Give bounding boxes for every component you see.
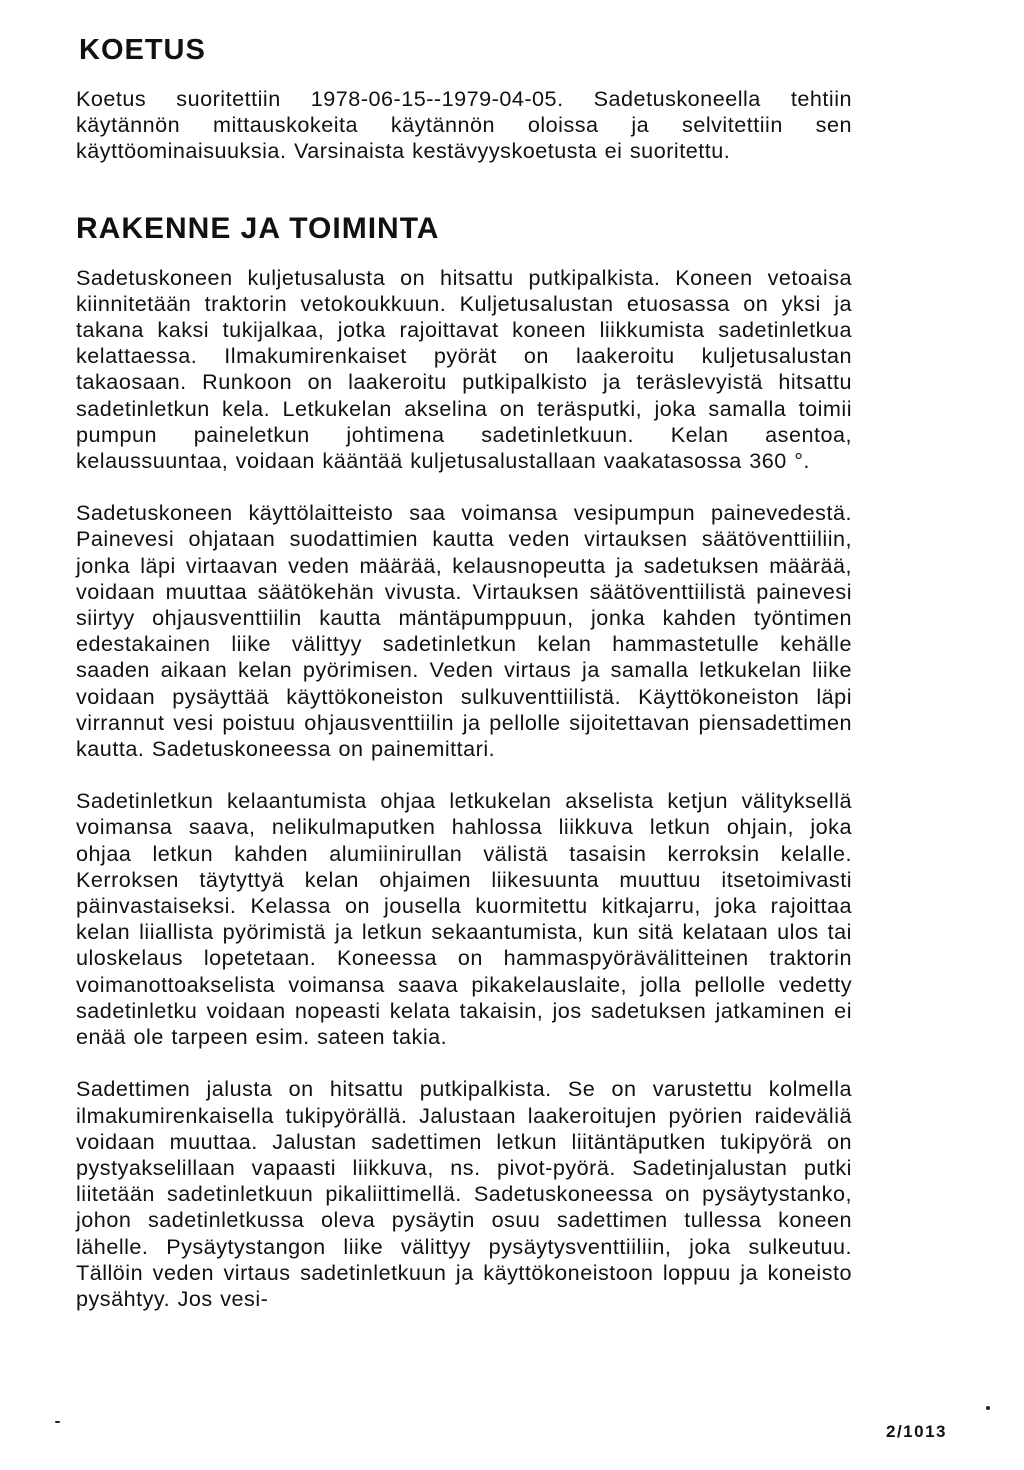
scan-speck [986,1406,990,1410]
section-heading-koetus: KOETUS [79,34,206,66]
paragraph-kayttolaitteisto: Sadetuskoneen käyttölaitteisto saa voimansa vesipumpun painevedestä. Painevesi ohjataan suodattimien kautta veden virtauksen säätöventtiiliin, jonka läpi virtaavan veden määrää, kelausnopeutta ja sadetuksen määrää, voidaan muuttaa säätökehän vivusta. Virtauksen säätöventtiilistä painevesi siirtyy ohjausventtiilin kautta mäntäpumppuun, jonka kahden työntimen edestakainen liike välittyy sadetinletkun kelan hammastetulle kehälle saaden aikaan kelan pyörimisen. Veden virtaus ja samalla letkukelan liike voidaan pysäyttää käyttökoneiston sulkuventtiilistä. Käyttökoneiston läpi virrannut vesi poistuu ohjausventtiilin ja pellolle sijoitettavan piensadettimen kautta. Sadetuskoneessa on painemittari. [76,500,852,762]
paragraph-kuljetusalusta: Sadetuskoneen kuljetusalusta on hitsattu putkipalkista. Koneen vetoaisa kiinnitetään traktorin vetokoukkuun. Kuljetusalustan etuosassa on yksi ja takana kaksi tukijalkaa, jotka rajoittavat koneen liikkumista sadetinletkua kelattaessa. Ilmakumirenkaiset pyörät on laakeroitu kuljetusalustan takaosaan. Runkoon on laakeroitu putkipalkisto ja teräslevyistä hitsattu sadetinletkun kela. Letkukelan akselina on teräsputki, joka samalla toimii pumpun paineletkun johtimena sadetinletkuun. Kelan asentoa, kelaussuuntaa, voidaan kääntää kuljetusalustallaan vaakatasossa 360 °. [76,264,852,474]
document-page [62,30,852,1338]
section-heading-rakenne-ja-toiminta: RAKENNE JA TOIMINTA [76,211,440,245]
scan-speck [55,1421,60,1423]
paragraph-kelaantuminen: Sadetinletkun kelaantumista ohjaa letkukelan akselista ketjun välityksellä voimansa saava, nelikulmaputken hahlossa liikkuva letkun ohjain, joka ohjaa letkun kahden alumiinirullan välistä tasaisin kerroksin kelalle. Kerroksen täytyttyä kelan ohjaimen liikesuunta muuttuu itsetoimivasti päinvastaiseksi. Kelassa on jousella kuormitettu kitkajarru, joka rajoittaa kelan liiallista pyörimistä ja letkun sekaantumista, kun sitä kelataan ulos tai uloskelaus lopetetaan. Koneessa on hammaspyörävälitteinen traktorin voimanottoakselista voimansa saava pikakelauslaite, jolla pellolle vedetty sadetinletku voidaan nopeasti kelata takaisin, jos sadetuksen jatkaminen ei enää ole tarpeen esim. sateen takia. [76,788,852,1050]
paragraph-sadettimen-jalusta: Sadettimen jalusta on hitsattu putkipalkista. Se on varustettu kolmella ilmakumirenkaisella tukipyörällä. Jalustaan laakeroitujen pyörien raideväliä voidaan muuttaa. Jalustan sadettimen letkun liitäntäputken tukipyörä on pystyakselillaan vapaasti liikkuva, ns. pivot-pyörä. Sadetinjalustan putki liitetään sadetinletkuun pikaliittimellä. Sadetuskoneessa on pysäytystanko, johon sadetinletkussa oleva pysäytin osuu sadettimen tullessa koneen lähelle. Pysäytystangon liike välittyy pysäytysventtiiliin, joka sulkeutuu. Tällöin veden virtaus sadetinletkuun ja käyttökoneistoon loppuu ja koneisto pysähtyy. Jos vesi- [76,1076,852,1311]
paragraph-koetus: Koetus suoritettiin 1978-06-15--1979-04-05. Sadetuskoneella tehtiin käytännön mittauskokeita käytännön oloissa ja selvitettiin sen käyttöominaisuuksia. Varsinaista kestävyyskoetusta ei suoritettu. [76,86,852,164]
page-number: 2/1013 [886,1422,947,1441]
